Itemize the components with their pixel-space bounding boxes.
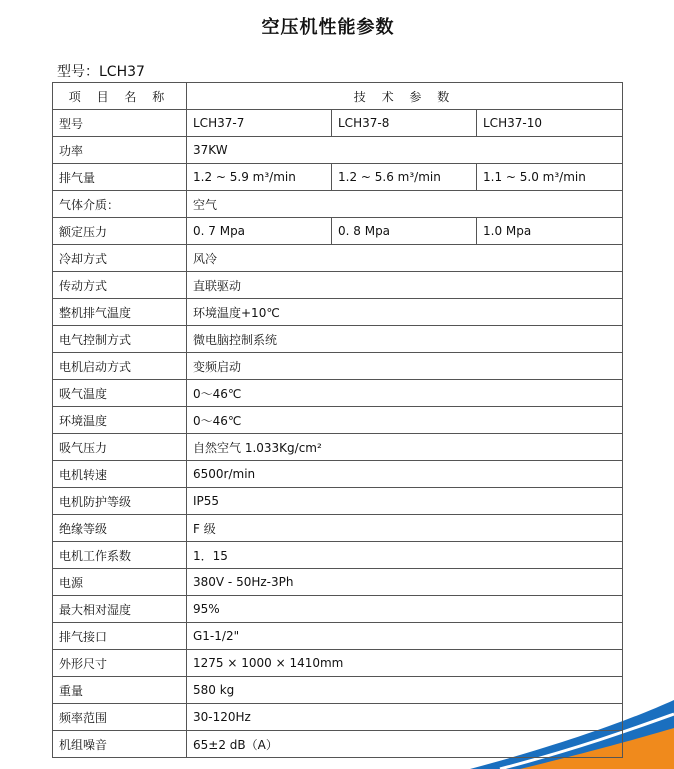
row-label: 额定压力	[53, 218, 187, 245]
row-value: 直联驱动	[187, 272, 623, 299]
table-row	[53, 677, 623, 704]
table-row	[53, 542, 623, 569]
row-label: 排气量	[53, 164, 187, 191]
row-value: LCH37-8	[332, 110, 477, 137]
table-row	[53, 569, 623, 596]
row-label: 机组噪音	[53, 731, 187, 758]
table-row	[53, 623, 623, 650]
row-value: 0. 8 Mpa	[332, 218, 477, 245]
row-value: 37KW	[187, 137, 623, 164]
row-value: 1.0 Mpa	[477, 218, 623, 245]
table-row	[53, 704, 623, 731]
row-label: 频率范围	[53, 704, 187, 731]
row-value: 1.2 ~ 5.9 m³/min	[187, 164, 332, 191]
table-row	[53, 731, 623, 758]
row-value: 1.1 ~ 5.0 m³/min	[477, 164, 623, 191]
row-label: 最大相对湿度	[53, 596, 187, 623]
row-value: 6500r/min	[187, 461, 623, 488]
table-row	[53, 326, 623, 353]
row-value: 微电脑控制系统	[187, 326, 623, 353]
row-label: 功率	[53, 137, 187, 164]
row-value: 0. 7 Mpa	[187, 218, 332, 245]
table-row	[53, 272, 623, 299]
table-row	[53, 353, 623, 380]
row-value: 0～46℃	[187, 407, 623, 434]
row-label: 冷却方式	[53, 245, 187, 272]
table-row	[53, 191, 623, 218]
row-value: 65±2 dB（A）	[187, 731, 623, 758]
table-row	[53, 137, 623, 164]
row-label: 传动方式	[53, 272, 187, 299]
row-value: 风冷	[187, 245, 623, 272]
row-value: G1-1/2"	[187, 623, 623, 650]
row-label: 环境温度	[53, 407, 187, 434]
table-row	[53, 596, 623, 623]
row-value: 空气	[187, 191, 623, 218]
table-row	[53, 434, 623, 461]
row-label: 外形尺寸	[53, 650, 187, 677]
row-value: 环境温度+10℃	[187, 299, 623, 326]
row-label: 电机工作系数	[53, 542, 187, 569]
row-label: 绝缘等级	[53, 515, 187, 542]
row-label: 电气控制方式	[53, 326, 187, 353]
row-value: 380V - 50Hz-3Ph	[187, 569, 623, 596]
table-row	[53, 461, 623, 488]
row-value: F 级	[187, 515, 623, 542]
row-label: 气体介质：	[53, 191, 187, 218]
row-value: LCH37-7	[187, 110, 332, 137]
table-row	[53, 488, 623, 515]
row-label: 吸气温度	[53, 380, 187, 407]
row-value: 1．15	[187, 542, 623, 569]
row-value: 0～46℃	[187, 380, 623, 407]
row-label: 吸气压力	[53, 434, 187, 461]
header-tech-params: 技 术 参 数	[187, 83, 623, 110]
table-row	[53, 110, 623, 137]
table-row	[53, 650, 623, 677]
row-label: 电机防护等级	[53, 488, 187, 515]
header-item-name: 项 目 名 称	[53, 83, 187, 110]
row-value: 95%	[187, 596, 623, 623]
row-label: 型号	[53, 110, 187, 137]
table-row	[53, 299, 623, 326]
table-header-row	[53, 83, 623, 110]
table-row	[53, 407, 623, 434]
row-label: 电机启动方式	[53, 353, 187, 380]
page-title: 空压机性能参数	[261, 17, 395, 38]
spec-table-body	[53, 83, 623, 758]
row-value: 1275 × 1000 × 1410mm	[187, 650, 623, 677]
table-row	[53, 515, 623, 542]
row-value: 自然空气 1.033Kg/cm²	[187, 434, 623, 461]
table-row	[53, 245, 623, 272]
row-value: 30-120Hz	[187, 704, 623, 731]
row-value: 1.2 ~ 5.6 m³/min	[332, 164, 477, 191]
row-value: IP55	[187, 488, 623, 515]
row-label: 排气接口	[53, 623, 187, 650]
table-row	[53, 164, 623, 191]
row-label: 电源	[53, 569, 187, 596]
row-label: 整机排气温度	[53, 299, 187, 326]
model-label: 型号：LCH37	[57, 64, 145, 80]
table-row	[53, 380, 623, 407]
row-label: 重量	[53, 677, 187, 704]
spec-table	[52, 82, 623, 758]
row-value: 580 kg	[187, 677, 623, 704]
table-row	[53, 218, 623, 245]
row-value: 变频启动	[187, 353, 623, 380]
row-value: LCH37-10	[477, 110, 623, 137]
row-label: 电机转速	[53, 461, 187, 488]
